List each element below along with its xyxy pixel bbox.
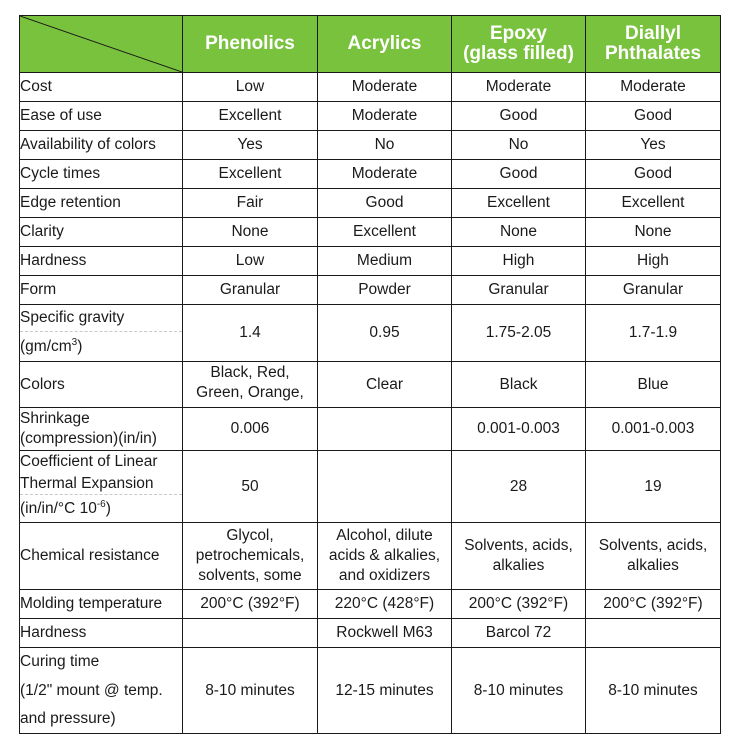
row-label: Edge retention xyxy=(20,189,183,218)
row-label: Cost xyxy=(20,73,183,102)
table-cell: Low xyxy=(183,247,318,276)
table-cell: 1.7-1.9 xyxy=(586,305,721,362)
table-cell: High xyxy=(586,247,721,276)
header-diallyl xyxy=(586,16,721,73)
header-epoxy-line1: Epoxy xyxy=(489,23,548,44)
table-cell xyxy=(586,523,721,590)
table-cell: Barcol 72 xyxy=(452,619,586,648)
table-cell: Good xyxy=(452,102,586,131)
header-diallyl-line2: Phthalates xyxy=(604,43,702,64)
curing-label-line3: and pressure) xyxy=(20,710,116,727)
thermal-label-line3 xyxy=(20,495,182,522)
table-cell: Good xyxy=(452,160,586,189)
properties-table xyxy=(19,15,721,734)
thermal-unit: (in/in/°C 10 xyxy=(20,500,97,517)
cell-line: Solvents, acids, xyxy=(598,537,708,554)
row-label xyxy=(20,305,183,362)
table-cell: Granular xyxy=(452,276,586,305)
table-cell: Excellent xyxy=(586,189,721,218)
table-cell: 200°C (392°F) xyxy=(586,590,721,619)
thermal-unit-close: ) xyxy=(105,500,111,517)
table-cell: Low xyxy=(183,73,318,102)
table-cell xyxy=(318,523,452,590)
gravity-unit: (gm/cm xyxy=(20,338,72,355)
table-cell xyxy=(452,523,586,590)
table-cell: Good xyxy=(318,189,452,218)
table-cell: 12-15 minutes xyxy=(318,648,452,734)
row-label: Colors xyxy=(20,362,183,408)
table-cell: 8-10 minutes xyxy=(586,648,721,734)
table-cell: Powder xyxy=(318,276,452,305)
table-cell xyxy=(183,362,318,408)
row-label: Chemical resistance xyxy=(20,523,183,590)
table-row xyxy=(20,305,721,362)
header-row xyxy=(20,16,721,73)
table-cell: 0.95 xyxy=(318,305,452,362)
table-cell: Moderate xyxy=(452,73,586,102)
table-cell: 220°C (428°F) xyxy=(318,590,452,619)
cell-line: and oxidizers xyxy=(338,567,431,584)
row-label: Hardness xyxy=(20,619,183,648)
colors-phenolics-cell xyxy=(183,363,317,407)
cell-line: Green, Orange, xyxy=(196,383,304,401)
table-row xyxy=(20,408,721,451)
gravity-label-line1: Specific gravity xyxy=(20,305,182,332)
table-cell xyxy=(318,451,452,523)
cell-line: Glycol, xyxy=(226,527,274,544)
diagonal-line-icon xyxy=(20,16,182,72)
cell-line: petrochemicals, xyxy=(195,547,305,564)
row-label: Cycle times xyxy=(20,160,183,189)
header-epoxy-line2: (glass filled) xyxy=(463,43,574,64)
cell-line: alkalies xyxy=(492,557,545,574)
table-cell xyxy=(586,619,721,648)
table-cell xyxy=(183,523,318,590)
table-row xyxy=(20,247,721,276)
table-cell: Excellent xyxy=(318,218,452,247)
table-cell: Excellent xyxy=(183,102,318,131)
table-cell: Clear xyxy=(318,362,452,408)
table-row xyxy=(20,362,721,408)
table-cell: Fair xyxy=(183,189,318,218)
header-phenolics: Phenolics xyxy=(183,16,318,73)
table-row xyxy=(20,590,721,619)
table-row xyxy=(20,451,721,523)
table-cell: 19 xyxy=(586,451,721,523)
gravity-label-line2 xyxy=(20,332,182,361)
table-cell: Good xyxy=(586,160,721,189)
row-label xyxy=(20,451,183,523)
table-row xyxy=(20,73,721,102)
table-cell: Rockwell M63 xyxy=(318,619,452,648)
table-cell: 200°C (392°F) xyxy=(452,590,586,619)
cell-line: Black, Red, xyxy=(210,363,290,381)
table-cell: No xyxy=(318,131,452,160)
table-cell xyxy=(183,619,318,648)
table-cell: Blue xyxy=(586,362,721,408)
cell-line: acids & alkalies, xyxy=(328,547,441,564)
table-row xyxy=(20,523,721,590)
table-cell xyxy=(318,408,452,451)
table-row xyxy=(20,218,721,247)
table-row xyxy=(20,131,721,160)
table-cell: Yes xyxy=(183,131,318,160)
thermal-label-line2: Thermal Expansion xyxy=(20,473,182,495)
table-row xyxy=(20,648,721,734)
row-label: Form xyxy=(20,276,183,305)
table-cell: 1.75-2.05 xyxy=(452,305,586,362)
cell-line: solvents, some xyxy=(198,567,302,584)
gravity-unit-close: ) xyxy=(77,338,83,355)
shrinkage-label-line1: Shrinkage xyxy=(20,410,90,427)
table-cell: 8-10 minutes xyxy=(183,648,318,734)
cell-line: Solvents, acids, xyxy=(464,537,573,554)
table-row xyxy=(20,102,721,131)
table-cell: 0.006 xyxy=(183,408,318,451)
header-epoxy xyxy=(452,16,586,73)
table-cell: No xyxy=(452,131,586,160)
table-row xyxy=(20,160,721,189)
table-cell: 0.001-0.003 xyxy=(452,408,586,451)
table-cell: None xyxy=(183,218,318,247)
table-row xyxy=(20,189,721,218)
row-label: Molding temperature xyxy=(20,590,183,619)
table-cell: 200°C (392°F) xyxy=(183,590,318,619)
row-label: Availability of colors xyxy=(20,131,183,160)
shrinkage-label-line2: (compression)(in/in) xyxy=(20,430,157,447)
thermal-label-line1: Coefficient of Linear xyxy=(20,453,158,470)
table-cell: Moderate xyxy=(318,160,452,189)
table-cell: Excellent xyxy=(452,189,586,218)
row-label: Ease of use xyxy=(20,102,183,131)
table-cell: Black xyxy=(452,362,586,408)
row-label: Clarity xyxy=(20,218,183,247)
table-cell: Excellent xyxy=(183,160,318,189)
row-label xyxy=(20,648,183,734)
table-cell: Moderate xyxy=(318,102,452,131)
table-cell: Granular xyxy=(586,276,721,305)
table-cell: Medium xyxy=(318,247,452,276)
table-cell: 50 xyxy=(183,451,318,523)
corner-cell xyxy=(20,16,183,73)
table-cell: 28 xyxy=(452,451,586,523)
cell-line: alkalies xyxy=(627,557,679,574)
table-cell: Moderate xyxy=(318,73,452,102)
table-cell: Moderate xyxy=(586,73,721,102)
curing-label-line1: Curing time xyxy=(20,653,100,670)
header-acrylics: Acrylics xyxy=(318,16,452,73)
table-cell: None xyxy=(452,218,586,247)
table-cell: 1.4 xyxy=(183,305,318,362)
table-cell: Good xyxy=(586,102,721,131)
cell-line: Alcohol, dilute xyxy=(336,527,433,544)
table-cell: High xyxy=(452,247,586,276)
curing-label-line2: (1/2" mount @ temp. xyxy=(20,682,163,699)
table-cell: Yes xyxy=(586,131,721,160)
table-cell: None xyxy=(586,218,721,247)
row-label: Hardness xyxy=(20,247,183,276)
header-diallyl-line1: Diallyl xyxy=(625,23,681,44)
table-row xyxy=(20,619,721,648)
table-cell: Granular xyxy=(183,276,318,305)
thermal-unit-exponent: -6 xyxy=(96,498,106,510)
gravity-unit-exponent: 3 xyxy=(71,336,78,348)
table-row xyxy=(20,276,721,305)
table-cell: 0.001-0.003 xyxy=(586,408,721,451)
table-cell: 8-10 minutes xyxy=(452,648,586,734)
row-label xyxy=(20,408,183,451)
